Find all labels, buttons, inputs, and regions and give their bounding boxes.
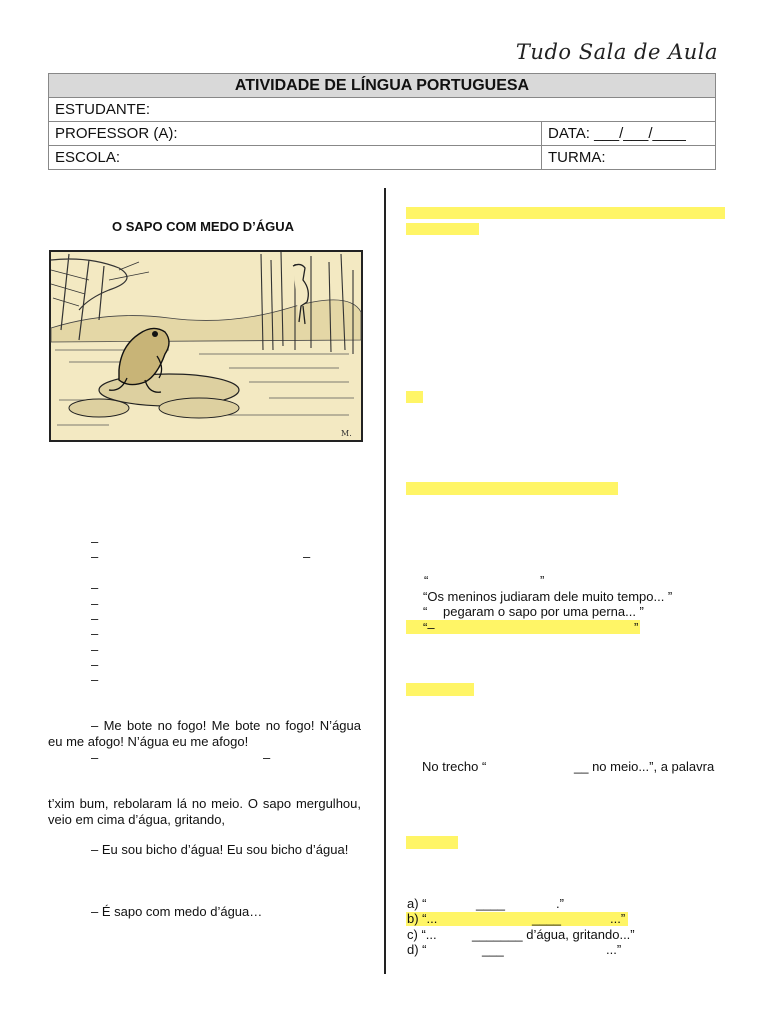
option-a-label: a) “ [407, 896, 427, 911]
column-divider [384, 188, 386, 974]
option-b-end: ...” [610, 911, 626, 926]
story-paragraph: – É sapo com medo d’água… [91, 904, 263, 919]
frog-on-lily-pad-icon [49, 250, 363, 442]
highlight-bar [406, 391, 423, 403]
option-a-end: .” [556, 896, 564, 911]
option-a-blank: ____ [476, 896, 505, 911]
brand-logo: Tudo Sala de Aula [515, 40, 718, 64]
highlight-bar [406, 836, 458, 849]
story-title: O SAPO COM MEDO D’ÁGUA [111, 219, 294, 234]
highlight-bar [406, 207, 725, 219]
dialogue-dash: – [91, 642, 99, 657]
quote-mark: ” [634, 620, 639, 635]
story-paragraph: – Eu sou bicho d’água! Eu sou bicho d’água! [91, 842, 349, 857]
dialogue-dash: – [91, 549, 99, 564]
story-paragraph: – Me bote no fogo! Me bote no fogo! N’água eu me afogo! N’água eu me afogo! [48, 718, 361, 749]
dialogue-dash: – [91, 596, 99, 611]
dialogue-dash: – [91, 611, 99, 626]
quote-mark: “ [424, 573, 429, 588]
option-b-blank: ____ [532, 911, 561, 926]
highlight-bar [406, 912, 628, 926]
trecho-end: __ no meio...”, a palavra [574, 759, 715, 774]
activity-title: ATIVIDADE DE LÍNGUA PORTUGUESA [49, 74, 716, 98]
option-d-label: d) “ [407, 942, 427, 957]
date-field: DATA: ___/___/____ [542, 122, 716, 146]
dialogue-dash: – [91, 626, 99, 641]
dialogue-dash: – [91, 534, 99, 549]
option-c-label: c) “... [407, 927, 437, 942]
dialogue-dash: – [303, 549, 311, 564]
class-field: TURMA: [542, 146, 716, 170]
header-table [48, 73, 716, 170]
student-field: ESTUDANTE: [49, 98, 716, 122]
story-paragraph: t’xim bum, rebolaram lá no meio. O sapo mergulhou, veio em cima d’água, gritando, [48, 796, 361, 827]
highlight-bar [406, 223, 479, 235]
school-field: ESCOLA: [49, 146, 542, 170]
frog-illustration [49, 250, 363, 442]
quote-line-2: pegaram o sapo por uma perna... ” [443, 604, 644, 619]
dialogue-dash: – [91, 672, 99, 687]
highlight-bar [406, 620, 640, 634]
dialogue-dash: – [263, 750, 271, 765]
quote-mark: ” [540, 573, 545, 588]
highlight-bar [406, 482, 618, 495]
option-c-text: _______ d’água, gritando...” [472, 927, 635, 942]
highlight-bar [406, 683, 474, 696]
trecho-start: No trecho “ [422, 759, 487, 774]
dialogue-dash: – [91, 750, 99, 765]
option-b-label: b) “... [407, 911, 438, 926]
teacher-field: PROFESSOR (A): [49, 122, 542, 146]
quote-mark: “ [423, 604, 428, 619]
option-d-blank: ___ [482, 942, 504, 957]
dialogue-dash: – [91, 580, 99, 595]
quote-line-1: “Os meninos judiaram dele muito tempo... ” [423, 589, 673, 604]
artist-signature: M. [341, 429, 352, 438]
quote-mark: “– [423, 620, 435, 635]
dialogue-dash: – [91, 657, 99, 672]
option-d-end: ...” [606, 942, 622, 957]
